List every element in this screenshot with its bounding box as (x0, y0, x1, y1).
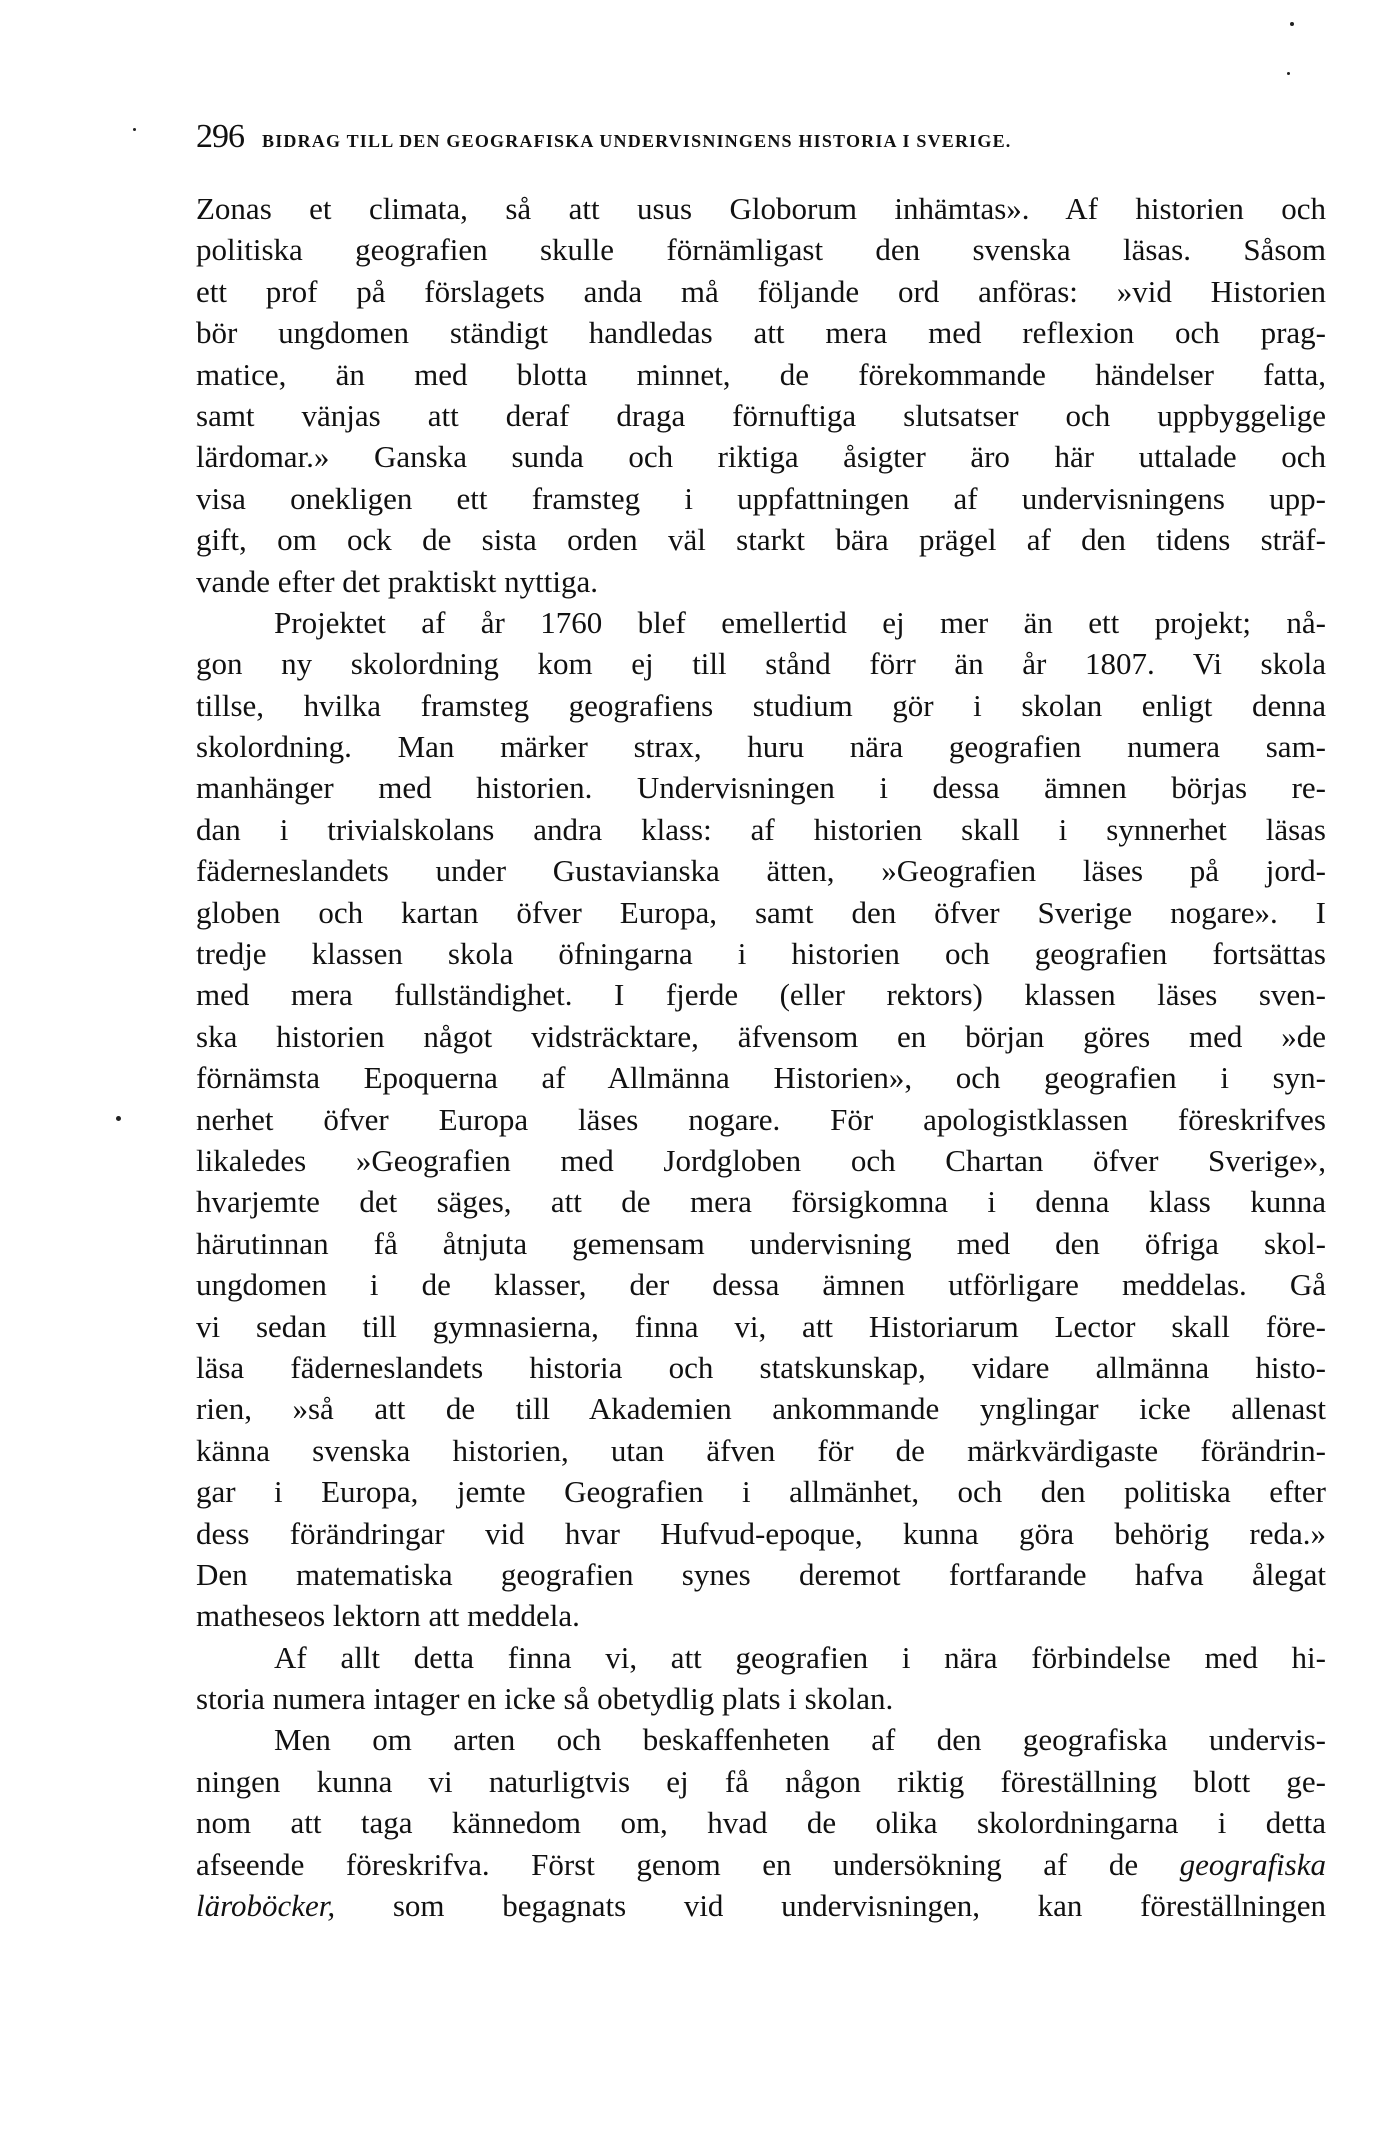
text-line: rien, »så att de till Akademien ankommande ynglingar icke allenast (196, 1391, 1326, 1427)
text-line: nerhet öfver Europa läses nogare. För apologistklassen föreskrifves (196, 1101, 1326, 1137)
text-line: bör ungdomen ständigt handledas att mera med reflexion och prag- (196, 315, 1326, 351)
paragraph-start-line: Projektet af år 1760 blef emellertid ej mer än ett projekt; nå- (274, 604, 1326, 640)
text-line: nom att taga kännedom om, hvad de olika skolordningarna i detta (196, 1805, 1326, 1841)
text-line: tillse, hvilka framsteg geografiens studium gör i skolan enligt denna (196, 687, 1326, 723)
text-line: förnämsta Epoquerna af Allmänna Historien», och geografien i syn- (196, 1060, 1326, 1096)
scan-speck (133, 128, 136, 131)
text-line: manhänger med historien. Undervisningen i dessa ämnen börjas re- (196, 770, 1326, 806)
scan-speck (1290, 22, 1294, 26)
text-line: gift, om ock de sista orden väl starkt bära prägel af den tidens sträf- (196, 522, 1326, 558)
text-line: Den matematiska geografien synes deremot fortfarande hafva ålegat (196, 1556, 1326, 1592)
italic-term: läroböcker, (196, 1888, 336, 1924)
text-line: hvarjemte det säges, att de mera försigkomna i denna klass kunna (196, 1184, 1326, 1220)
text-line: vande efter det praktiskt nyttiga. (196, 563, 599, 599)
text-line: känna svenska historien, utan äfven för de märkvärdigaste förändrin- (196, 1432, 1326, 1468)
text-line (196, 1844, 1326, 1885)
text-line: ett prof på förslagets anda må följande ord anföras: »vid Historien (196, 273, 1326, 309)
text-line: matheseos lektorn att meddela. (196, 1598, 580, 1634)
text-line: dess förändringar vid hvar Hufvud-epoque, kunna göra behörig reda.» (196, 1515, 1326, 1551)
text-line: matice, än med blotta minnet, de förekommande händelser fatta, (196, 356, 1326, 392)
text-line: ska historien något vidsträcktare, äfvensom en början göres med »de (196, 1018, 1326, 1054)
text-line: politiska geografien skulle förnämligast den svenska läsas. Såsom (196, 232, 1326, 268)
text-line: lärdomar.» Ganska sunda och riktiga åsigter äro här uttalade och (196, 439, 1326, 475)
text-line: dan i trivialskolans andra klass: af historien skall i synnerhet läsas (196, 811, 1326, 847)
text-line: med mera fullständighet. I fjerde (eller rektors) klassen läses sven- (196, 977, 1326, 1013)
text-line: likaledes »Geografien med Jordgloben och Chartan öfver Sverige», (196, 1142, 1326, 1178)
text-line: ningen kunna vi naturligtvis ej få någon riktig föreställning blott ge- (196, 1763, 1326, 1799)
scan-speck (116, 1116, 121, 1121)
paragraph-start-line: Af allt detta finna vi, att geografien i nära förbindelse med hi- (274, 1639, 1326, 1675)
text-line: storia numera intager en icke så obetydlig plats i skolan. (196, 1681, 894, 1717)
page-header (196, 118, 1326, 162)
text-segment: afseende föreskrifva. Först genom en undersökning af de (196, 1846, 1139, 1882)
text-line: ungdomen i de klasser, der dessa ämnen utförligare meddelas. Gå (196, 1267, 1326, 1303)
text-line: visa onekligen ett framsteg i uppfattningen af undervisningens upp- (196, 480, 1326, 516)
text-line: läsa fäderneslandets historia och statskunskap, vidare allmänna histo- (196, 1349, 1326, 1385)
italic-term: geografiska (1179, 1846, 1326, 1882)
text-line: gon ny skolordning kom ej till stånd förr än år 1807. Vi skola (196, 646, 1326, 682)
text-line: skolordning. Man märker strax, huru nära geografien numera sam- (196, 729, 1326, 765)
body-text (196, 188, 1326, 1926)
text-line: gar i Europa, jemte Geografien i allmänhet, och den politiska efter (196, 1474, 1326, 1510)
text-line: härutinnan få åtnjuta gemensam undervisning med den öfriga skol- (196, 1225, 1326, 1261)
text-line: Zonas et climata, så att usus Globorum inhämtas». Af historien och (196, 191, 1326, 226)
paragraph-start-line: Men om arten och beskaffenheten af den geografiska undervis- (274, 1722, 1326, 1758)
scan-speck (1287, 72, 1290, 75)
text-line: globen och kartan öfver Europa, samt den öfver Sverige nogare». I (196, 894, 1326, 930)
text-line (196, 1885, 1326, 1926)
text-segment: som begagnats vid undervisningen, kan föreställningen (392, 1888, 1327, 1924)
text-line: vi sedan till gymnasierna, finna vi, att Historiarum Lector skall före- (196, 1308, 1326, 1344)
text-line: fäderneslandets under Gustavianska ätten, »Geografien läses på jord- (196, 853, 1326, 889)
text-line: tredje klassen skola öfningarna i historien och geografien fortsättas (196, 936, 1326, 972)
page-number: 296 (196, 118, 244, 155)
text-line: samt vänjas att deraf draga förnuftiga slutsatser och uppbyggelige (196, 397, 1326, 433)
running-title: BIDRAG TILL DEN GEOGRAFISKA UNDERVISNINGENS HISTORIA I SVERIGE. (262, 131, 1012, 151)
